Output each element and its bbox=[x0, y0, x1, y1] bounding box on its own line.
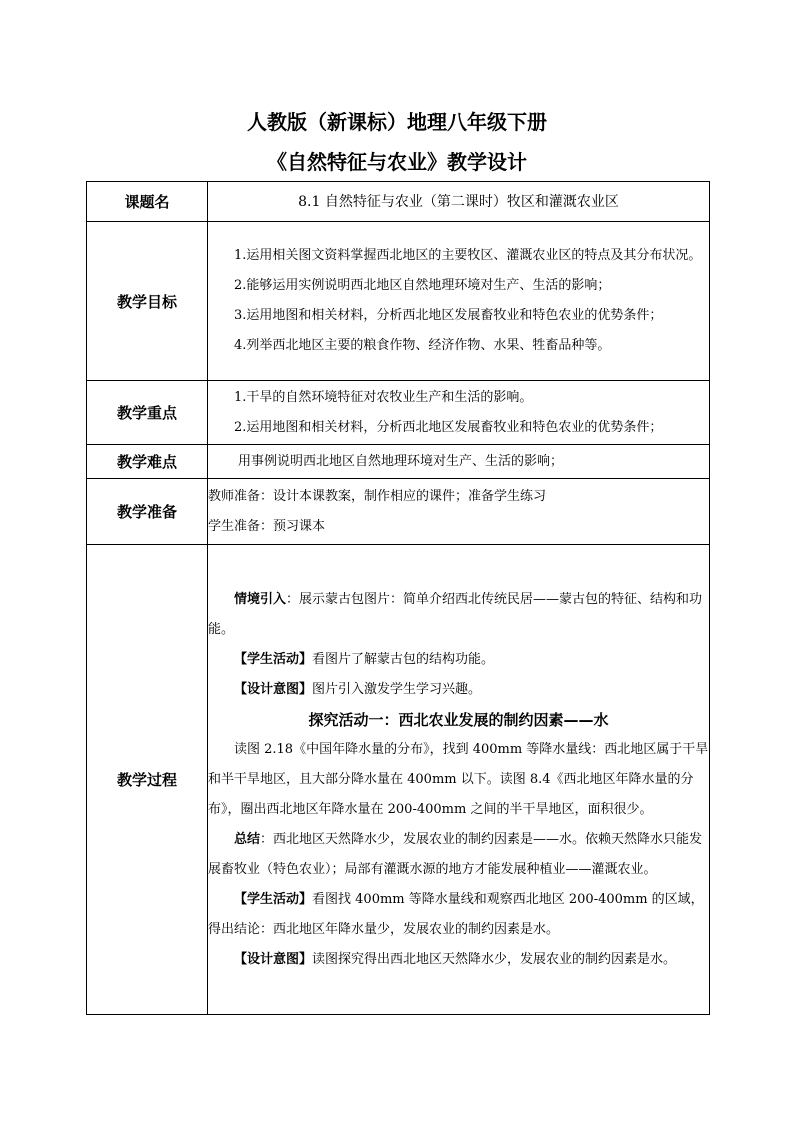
topic-text: 8.1 自然特征与农业（第二课时）牧区和灌溉农业区 bbox=[208, 182, 710, 222]
design-intent-text: 图片引入激发学生学习兴趣。 bbox=[312, 681, 482, 697]
difficulty-text: 用事例说明西北地区自然地理环境对生产、生活的影响； bbox=[208, 445, 710, 479]
teacher-preparation: 教师准备：设计本课教案，制作相应的课件；准备学生练习 bbox=[208, 488, 547, 504]
label-key-points: 教学重点 bbox=[87, 381, 208, 445]
row-difficulty bbox=[87, 445, 710, 479]
design-intent-text: 读图探究得出西北地区天然降水少，发展农业的制约因素是水。 bbox=[312, 951, 677, 967]
student-activity-label: 【学生活动】 bbox=[234, 651, 313, 667]
label-process: 教学过程 bbox=[87, 545, 208, 1015]
student-activity-text: 看图片了解蒙古包的结构功能。 bbox=[312, 651, 495, 667]
student-activity-text: 看图找 400mm 等降水量线和观察西北地区 200-400mm 的区域，得出结论：西北地区年降水量少，发展农业的制约因素是水。 bbox=[208, 891, 704, 937]
key-point-item: 2.运用地图和相关材料，分析西北地区发展畜牧业和特色农业的优势条件； bbox=[234, 419, 663, 435]
label-topic: 课题名 bbox=[87, 182, 208, 222]
goal-item: 2.能够运用实例说明西北地区自然地理环境对生产、生活的影响； bbox=[234, 278, 611, 293]
explore-heading: 探究活动一：西北农业发展的制约因素——水 bbox=[308, 710, 609, 729]
row-topic bbox=[87, 182, 710, 222]
design-intent-label: 【设计意图】 bbox=[234, 951, 313, 967]
row-preparation bbox=[87, 479, 710, 545]
label-difficulty: 教学难点 bbox=[87, 445, 208, 479]
label-preparation: 教学准备 bbox=[87, 479, 208, 545]
document-subtitle: 《自然特征与农业》教学设计 bbox=[267, 150, 527, 174]
goal-item: 3.运用地图和相关材料，分析西北地区发展畜牧业和特色农业的优势条件； bbox=[234, 308, 663, 323]
intro-text: ：展示蒙古包图片：简单介绍西北传统民居——蒙古包的特征、结构和功能。 bbox=[208, 591, 703, 637]
preparation-cell bbox=[208, 479, 710, 545]
goals-cell bbox=[208, 222, 710, 381]
goal-item: 1.运用相关图文资料掌握西北地区的主要牧区、灌溉农业区的特点及其分布状况。 bbox=[234, 248, 702, 263]
row-key-points bbox=[87, 381, 710, 445]
student-activity-label: 【学生活动】 bbox=[234, 891, 313, 907]
summary-label: 总结 bbox=[234, 831, 261, 847]
lesson-plan-table bbox=[86, 181, 710, 1015]
design-intent-label: 【设计意图】 bbox=[234, 681, 313, 697]
document-title: 人教版（新课标）地理八年级下册 bbox=[247, 110, 547, 134]
label-goals: 教学目标 bbox=[87, 222, 208, 381]
student-preparation: 学生准备：预习课本 bbox=[208, 518, 326, 534]
read-map-text: 读图 2.18《中国年降水量的分布》，找到 400mm 等降水量线：西北地区属于干旱和半干旱地区，且大部分降水量在 400mm 以下。读图 8.4《西北地区年降水量的分布》，圈出西北地区年降水量在 200-400mm 之间的半干旱地区，面积很少。 bbox=[208, 741, 709, 817]
summary-text: ：西北地区天然降水少，发展农业的制约因素是——水。依赖天然降水只能发展畜牧业（特色农业）；局部有灌溉水源的地方才能发展种植业——灌溉农业。 bbox=[208, 831, 703, 877]
process-cell bbox=[208, 545, 710, 1015]
key-points-cell bbox=[208, 381, 710, 445]
intro-label: 情境引入 bbox=[234, 591, 287, 607]
row-goals bbox=[87, 222, 710, 381]
goal-item: 4.列举西北地区主要的粮食作物、经济作物、水果、牲畜品种等。 bbox=[234, 338, 611, 353]
row-process bbox=[87, 545, 710, 1015]
key-point-item: 1.干旱的自然环境特征对农牧业生产和生活的影响。 bbox=[234, 389, 533, 405]
